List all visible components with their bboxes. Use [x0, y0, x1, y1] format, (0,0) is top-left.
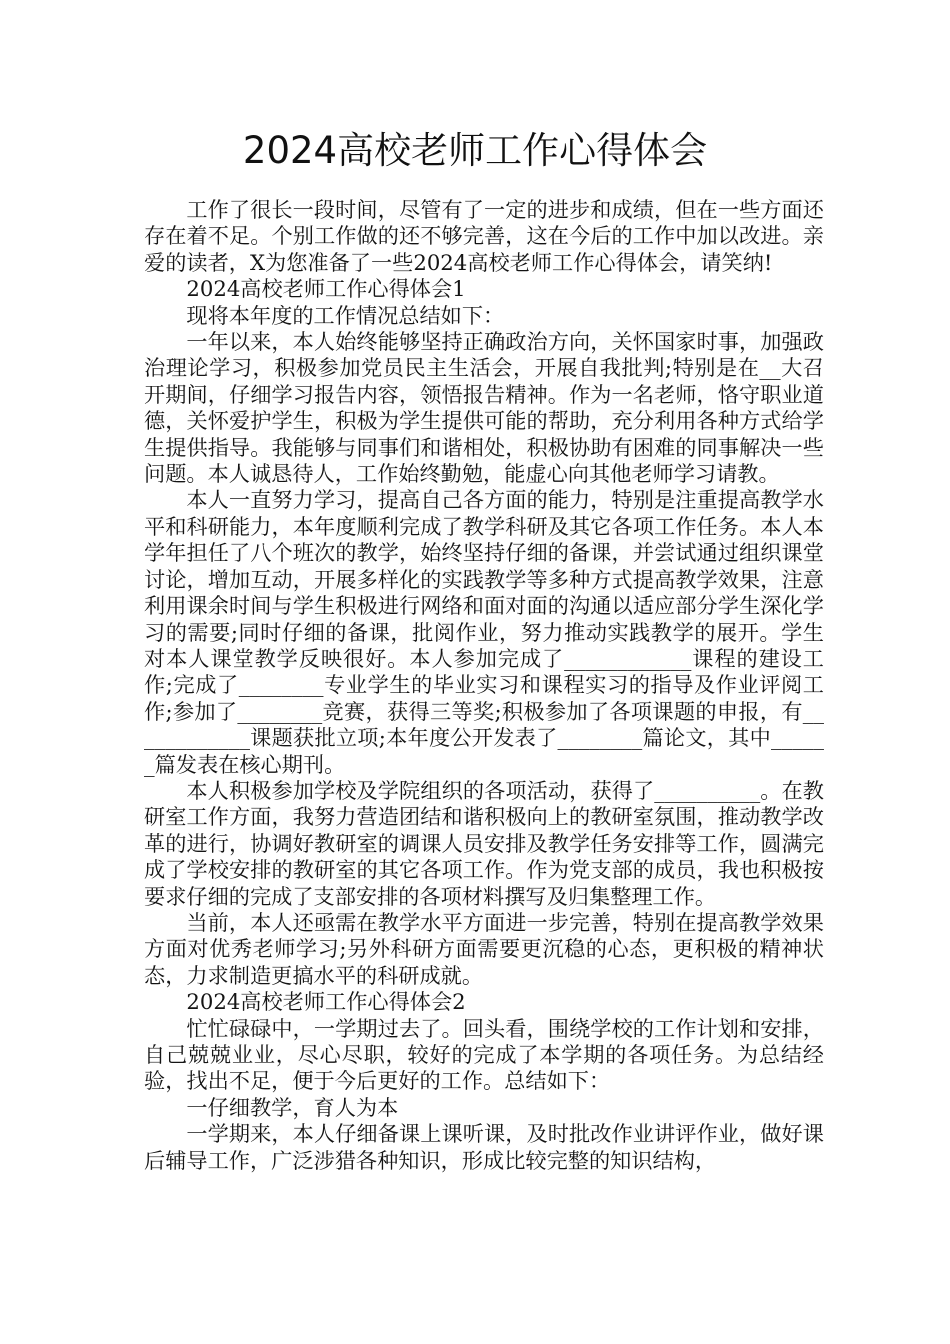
body-paragraph: 本人积极参加学校及学院组织的各项活动，获得了__________。在教研室工作方面，我努力营造团结和谐积极向上的教研室氛围，推动教学改革的进行，协调好教研室的调课人员安排及教学任务安排等工作，圆满完成了学校安排的教研室的其它各项工作。作为党支部的成员，我也积极按要求仔细的完成了支部安排的各项材料撰写及归集整理工作。	[144, 777, 824, 909]
body-paragraph: 当前，本人还亟需在教学水平方面进一步完善，特别在提高教学效果方面对优秀老师学习;另外科研方面需要更沉稳的心态，更积极的精神状态，力求制造更搞水平的科研成就。	[144, 909, 824, 988]
subsection-heading: 一仔细教学，育人为本	[186, 1094, 399, 1120]
section-heading-1: 2024高校老师工作心得体会1	[186, 276, 466, 302]
body-paragraph: 本人一直努力学习，提高自己各方面的能力，特别是注重提高教学水平和科研能力，本年度顺利完成了教学科研及其它各项工作任务。本人本学年担任了八个班次的教学，始终坚持仔细的备课，并尝试通过组织课堂讨论，增加互动，开展多样化的实践教学等多种方式提高教学效果，注意利用课余时间与学生积极进行网络和面对面的沟通以适应部分学生深化学习的需要;同时仔细的备课，批阅作业，努力推动实践教学的展开。学生对本人课堂教学反映很好。本人参加完成了____________课程的建设工作;完成了________专业学生的毕业实习和课程实习的指导及作业评阅工作;参加了________竞赛，获得三等奖;积极参加了各项课题的申报，有____________课题获批立项;本年度公开发表了________篇论文，其中______篇发表在核心期刊。	[144, 487, 824, 777]
section-heading-2: 2024高校老师工作心得体会2	[186, 989, 466, 1015]
document-title: 2024高校老师工作心得体会	[242, 129, 708, 172]
body-paragraph: 现将本年度的工作情况总结如下：	[186, 302, 505, 328]
intro-paragraph: 工作了很长一段时间，尽管有了一定的进步和成绩，但在一些方面还存在着不足。个别工作做的还不够完善，这在今后的工作中加以改进。亲爱的读者，X为您准备了一些2024高校老师工作心得体会，请笑纳!	[144, 197, 824, 275]
document-body	[144, 197, 824, 1174]
body-paragraph: 一年以来，本人始终能够坚持正确政治方向，关怀国家时事，加强政治理论学习，积极参加党员民主生活会，开展自我批判;特别是在__大召开期间，仔细学习报告内容，领悟报告精神。作为一名老师，恪守职业道德，关怀爱护学生，积极为学生提供可能的帮助，充分利用各种方式给学生提供指导。我能够与同事们和谐相处，积极协助有困难的同事解决一些问题。本人诚恳待人，工作始终勤勉，能虚心向其他老师学习请教。	[144, 329, 824, 487]
body-paragraph: 忙忙碌碌中，一学期过去了。回头看，围绕学校的工作计划和安排，自己兢兢业业，尽心尽职，较好的完成了本学期的各项任务。为总结经验，找出不足，便于今后更好的工作。总结如下：	[144, 1015, 824, 1094]
body-paragraph: 一学期来，本人仔细备课上课听课，及时批改作业讲评作业，做好课后辅导工作，广泛涉猎各种知识，形成比较完整的知识结构，	[144, 1121, 824, 1173]
